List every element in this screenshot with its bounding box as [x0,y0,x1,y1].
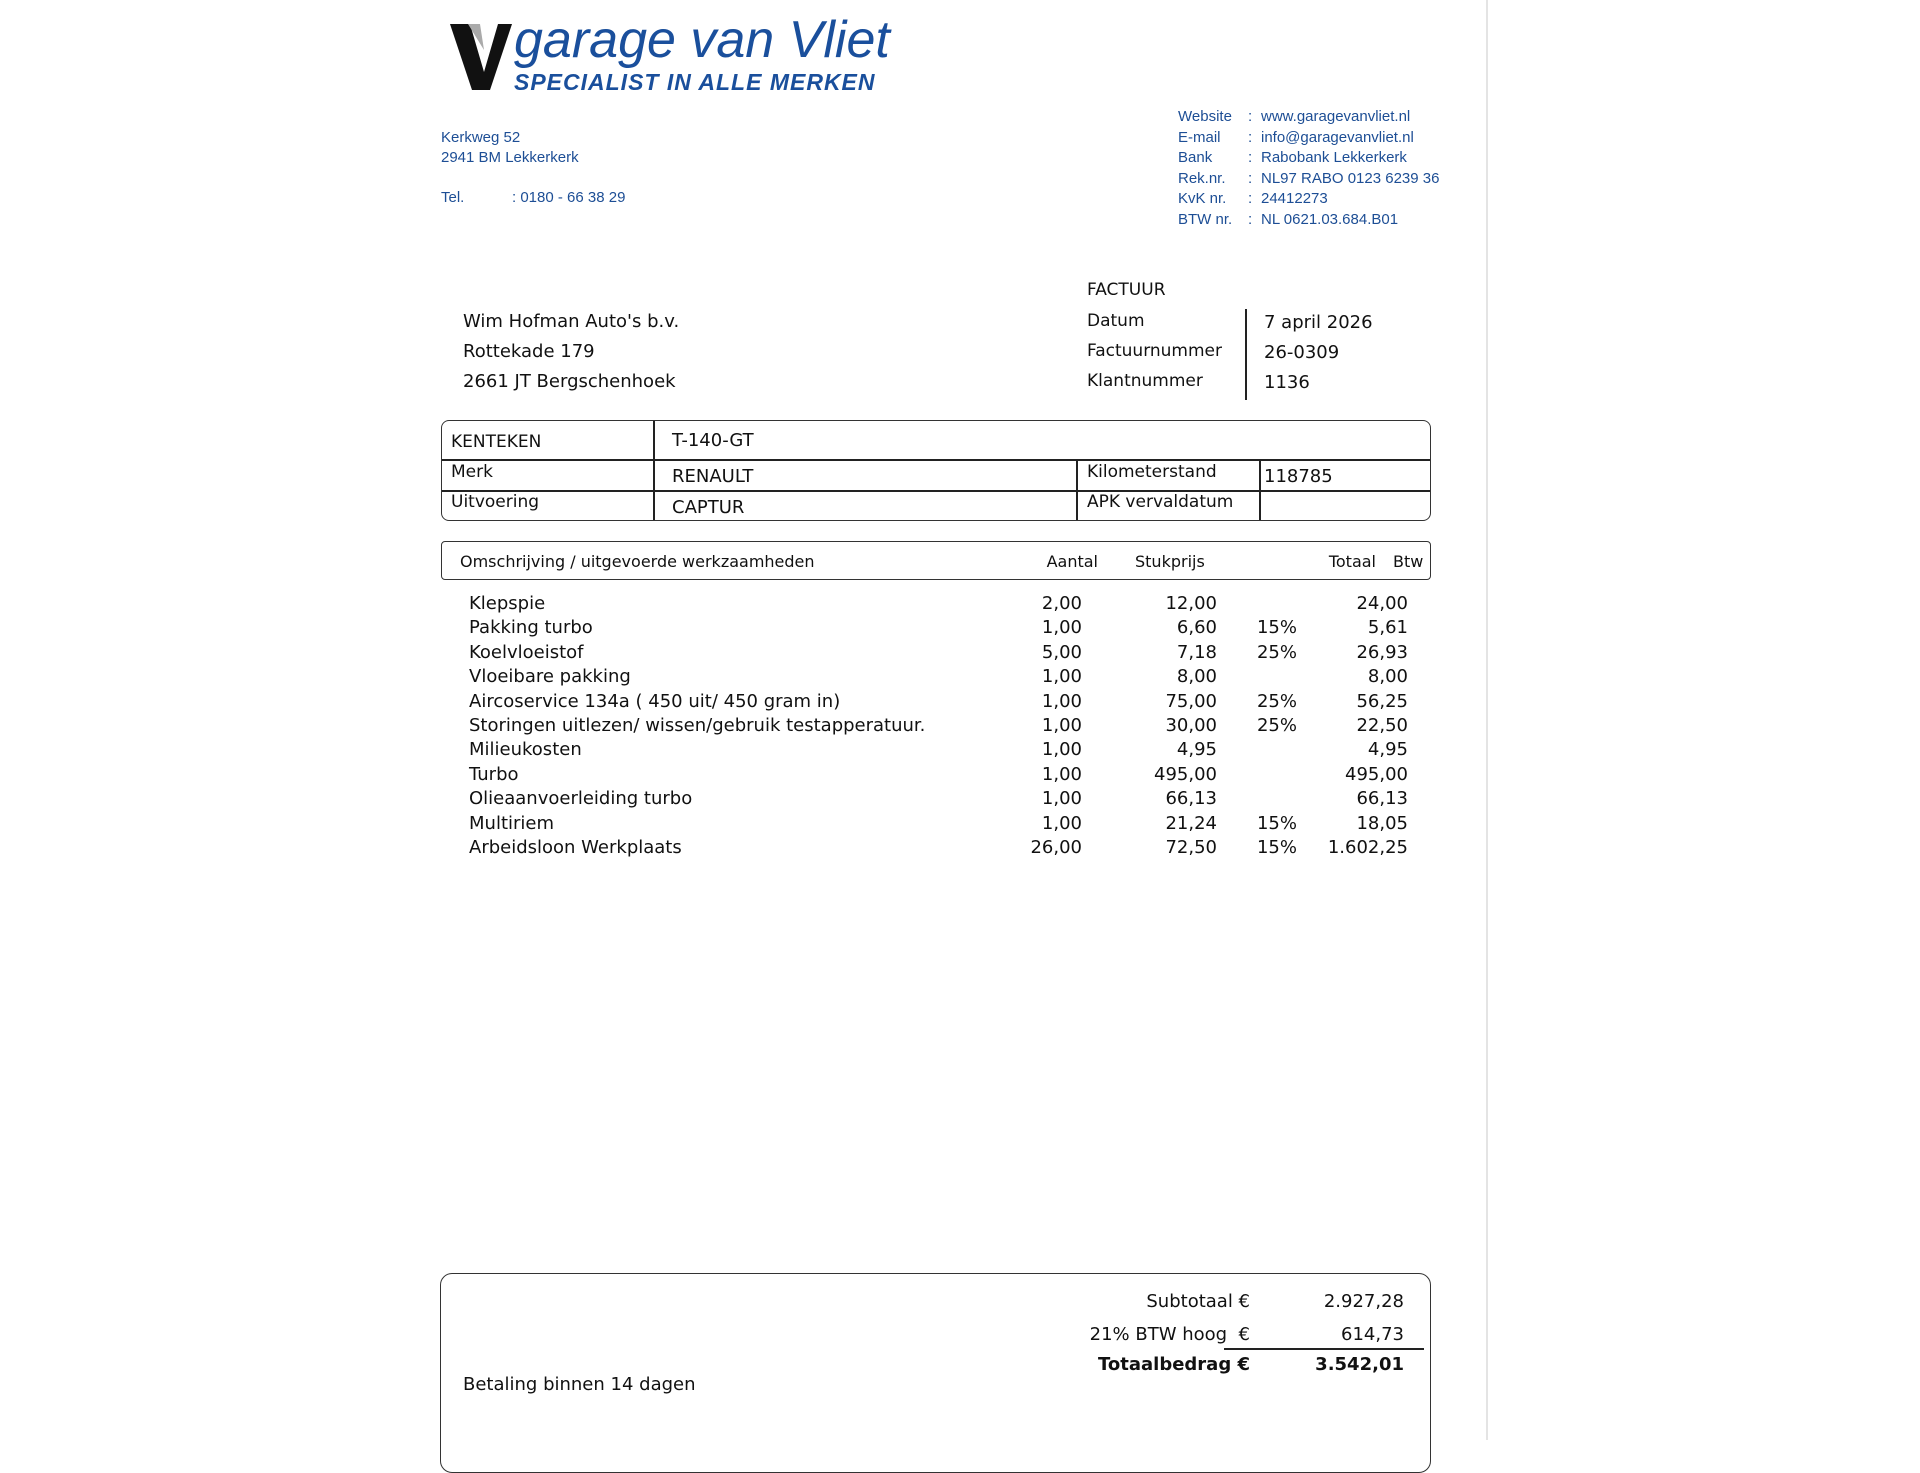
apk-label: APK vervaldatum [1087,492,1234,512]
invoice-title: FACTUUR [1087,280,1166,300]
info-value: NL 0621.03.684.B01 [1261,210,1399,228]
item-price: 21,24 [1165,812,1217,834]
info-colon: : [1248,108,1253,125]
info-label: Rek.nr. [1178,169,1226,187]
info-label: KvK nr. [1178,190,1227,207]
item-desc: Multiriem [469,812,555,834]
item-vat-pct: 25% [1256,715,1297,736]
totals-underline [1224,1348,1424,1350]
item-price: 7,18 [1176,641,1217,663]
header-price: Stukprijs [1135,552,1205,571]
kenteken-label: KENTEKEN [451,432,542,452]
item-qty: 1,00 [1041,617,1082,639]
info-label: E-mail [1178,128,1221,146]
merk-label: Merk [451,462,493,482]
info-value: NL97 RABO 0123 6239 36 [1261,169,1440,187]
item-total: 22,50 [1356,715,1408,736]
uitvoering-label: Uitvoering [451,492,540,512]
meta-value: 26-0309 [1264,342,1340,363]
meta-label: Klantnummer [1087,371,1203,391]
item-vat-pct: 15% [1256,812,1297,834]
total-value: 3.542,01 [1315,1354,1404,1375]
item-desc: Aircoservice 134a ( 450 uit/ 450 gram in) [469,690,841,712]
col-divider [1259,460,1261,520]
item-total: 1.602,25 [1327,837,1408,858]
customer-street: Rottekade 179 [463,341,595,362]
info-value: www.garagevanvliet.nl [1261,108,1411,125]
row-divider [442,490,1430,492]
item-total: 56,25 [1356,690,1408,712]
logo-name: garage van Vliet [514,11,890,69]
item-desc: Klepspie [469,593,546,614]
item-desc: Milieukosten [469,739,582,761]
km-value: 118785 [1264,466,1333,487]
item-qty: 1,00 [1041,690,1082,712]
item-desc: Storingen uitlezen/ wissen/gebruik testapperatuur. [469,715,926,736]
subtotal-value: 2.927,28 [1323,1291,1404,1312]
item-total: 5,61 [1367,617,1408,639]
info-colon: : [1248,128,1253,146]
item-price: 8,00 [1176,666,1217,688]
logo-v-mark [450,24,512,90]
item-total: 26,93 [1356,641,1408,663]
item-desc: Turbo [469,763,519,785]
item-price: 66,13 [1165,788,1217,810]
info-value: 24412273 [1261,190,1328,207]
item-qty: 1,00 [1041,715,1082,736]
header-total: Totaal [1328,552,1376,571]
item-price: 72,50 [1165,837,1217,858]
info-label: Bank [1178,149,1213,166]
item-vat-pct: 25% [1256,641,1297,663]
total-label: Totaalbedrag € [1098,1354,1250,1375]
item-desc: Koelvloeistof [469,641,584,663]
info-label: Website [1178,108,1232,125]
col-divider [653,421,655,520]
kenteken-value: T-140-GT [672,430,754,451]
item-price: 75,00 [1165,690,1217,712]
customer-city: 2661 JT Bergschenhoek [463,371,676,392]
company-address-line1: Kerkweg 52 [441,129,521,146]
item-desc: Olieaanvoerleiding turbo [469,788,693,810]
item-price: 12,00 [1165,593,1217,614]
meta-divider [1245,309,1247,400]
info-colon: : [1248,169,1253,187]
item-total: 24,00 [1356,593,1408,614]
info-value: Rabobank Lekkerkerk [1261,149,1407,166]
item-price: 495,00 [1154,763,1217,785]
info-value: info@garagevanvliet.nl [1261,128,1414,146]
item-qty: 1,00 [1041,739,1082,761]
customer-name: Wim Hofman Auto's b.v. [463,311,680,332]
km-label: Kilometerstand [1087,462,1217,482]
uitvoering-value: CAPTUR [672,497,745,518]
item-vat-pct: 15% [1256,617,1297,639]
item-price: 30,00 [1165,715,1217,736]
vat-label: 21% BTW hoog € [1089,1324,1250,1345]
item-desc: Pakking turbo [469,617,593,639]
vat-value: 614,73 [1341,1324,1404,1345]
row-divider [442,459,1430,461]
col-divider [1076,460,1078,520]
header-desc: Omschrijving / uitgevoerde werkzaamheden [460,552,815,571]
item-desc: Vloeibare pakking [469,666,631,688]
meta-value: 7 april 2026 [1264,312,1373,333]
item-vat-pct: 15% [1256,837,1297,858]
logo-tagline: SPECIALIST IN ALLE MERKEN [514,69,876,95]
item-total: 495,00 [1345,763,1408,785]
meta-label: Datum [1087,311,1145,331]
info-colon: : [1248,190,1253,207]
item-total: 18,05 [1356,812,1408,834]
item-qty: 1,00 [1041,812,1082,834]
tel-value: : 0180 - 66 38 29 [512,189,626,206]
info-label: BTW nr. [1178,210,1233,228]
item-qty: 26,00 [1030,837,1082,858]
item-qty: 1,00 [1041,666,1082,688]
header-vat: Btw [1393,552,1424,571]
item-total: 4,95 [1367,739,1408,761]
item-vat-pct: 25% [1256,690,1297,712]
info-colon: : [1248,149,1253,166]
item-price: 6,60 [1176,617,1217,639]
meta-value: 1136 [1264,372,1310,393]
tel-label: Tel. [441,189,465,206]
item-qty: 1,00 [1041,788,1082,810]
item-qty: 2,00 [1041,593,1082,614]
item-price: 4,95 [1176,739,1217,761]
item-qty: 5,00 [1041,641,1082,663]
payment-terms: Betaling binnen 14 dagen [463,1374,696,1395]
merk-value: RENAULT [672,466,754,487]
info-colon: : [1248,210,1253,228]
item-desc: Arbeidsloon Werkplaats [469,837,682,858]
subtotal-label: Subtotaal € [1146,1291,1250,1312]
page-edge-divider [1486,0,1488,1440]
header-qty: Aantal [1046,552,1098,571]
meta-label: Factuurnummer [1087,341,1223,361]
item-total: 8,00 [1367,666,1408,688]
item-total: 66,13 [1356,788,1408,810]
company-address-line2: 2941 BM Lekkerkerk [441,149,579,166]
item-qty: 1,00 [1041,763,1082,785]
